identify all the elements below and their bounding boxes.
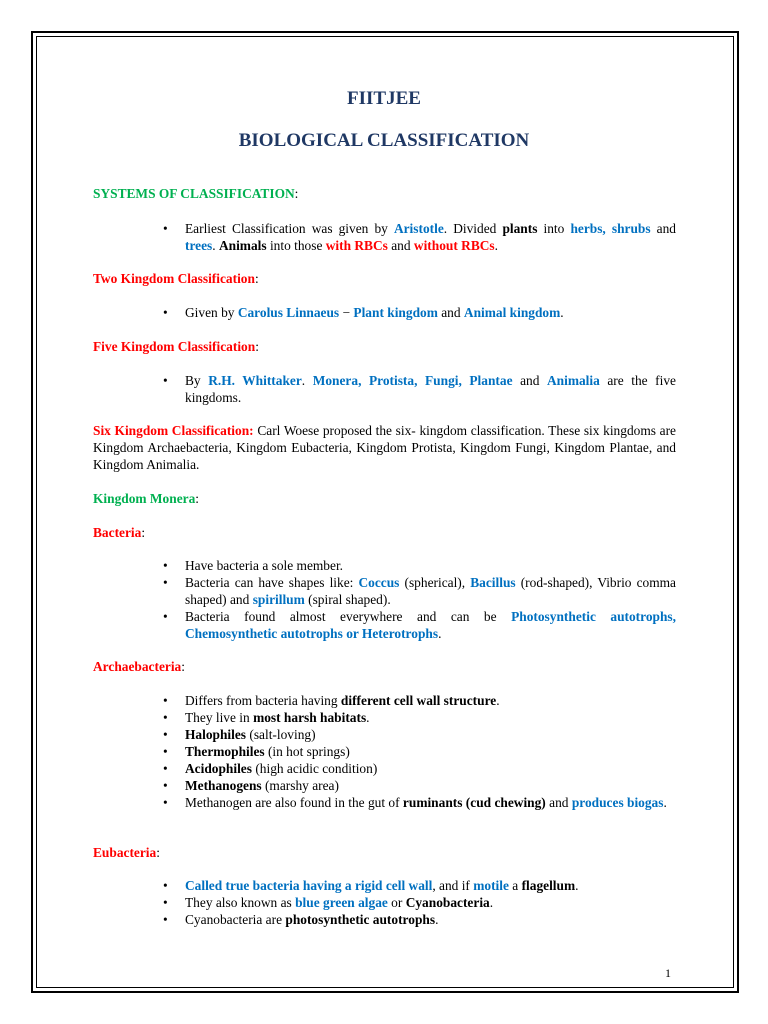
systems-list — [93, 220, 676, 254]
bacteria-list — [93, 557, 676, 642]
eubacteria-list — [93, 877, 676, 928]
five-kingdom-heading: Five Kingdom Classification: — [93, 339, 259, 354]
monera-heading: Kingdom Monera: — [93, 491, 200, 506]
list-item: • They live in most harsh habitats. — [163, 710, 370, 725]
list-item: • Bacteria can have shapes like: Coccus (spherical), Bacillus (rod-shaped), Vibrio comma shaped) and spirillum (spiral shaped). — [163, 575, 677, 607]
page-title: BIOLOGICAL CLASSIFICATION — [238, 130, 530, 151]
list-item: • Have bacteria a sole member. — [163, 558, 344, 573]
bacteria-heading: Bacteria: — [93, 525, 146, 540]
two-kingdom-list — [93, 304, 676, 321]
five-kingdom-list — [93, 372, 676, 406]
list-item: • Called true bacteria having a rigid cell wall, and if motile a flagellum. — [163, 878, 579, 893]
list-item: • They also known as blue green algae or Cyanobacteria. — [163, 895, 494, 910]
list-item: • By R.H. Whittaker. Monera, Protista, Fungi, Plantae and Animalia are the five kingdoms. — [163, 373, 676, 405]
list-item: • Methanogen are also found in the gut of ruminants (cud chewing) and produces biogas. — [163, 795, 667, 810]
org-title: FIITJEE — [347, 88, 421, 109]
systems-heading: SYSTEMS OF CLASSIFICATION: — [93, 186, 299, 201]
list-item: • Methanogens (marshy area) — [163, 778, 339, 793]
list-item: • Bacteria found almost everywhere and can be Photosynthetic autotrophs, Chemosynthetic autotrophs or Heterotrophs. — [163, 609, 676, 641]
list-item: • Earliest Classification was given by Aristotle. Divided plants into herbs, shrubs and trees. Animals into those with RBCs and without RBCs. — [163, 221, 676, 253]
list-item: • Cyanobacteria are photosynthetic autotrophs. — [163, 912, 439, 927]
list-item: • Acidophiles (high acidic condition) — [163, 761, 378, 776]
eubacteria-heading: Eubacteria: — [93, 845, 160, 860]
archaebacteria-heading: Archaebacteria: — [93, 659, 185, 674]
two-kingdom-heading: Two Kingdom Classification: — [93, 271, 259, 286]
list-item: • Differs from bacteria having different cell wall structure. — [163, 693, 500, 708]
list-item: • Halophiles (salt-loving) — [163, 727, 316, 742]
list-item: • Given by Carolus Linnaeus − Plant kingdom and Animal kingdom. — [163, 305, 564, 320]
page-number: 1 — [665, 966, 671, 980]
archaebacteria-list — [93, 692, 676, 811]
six-kingdom-paragraph: Six Kingdom Classification: Carl Woese proposed the six- kingdom classification. These six kingdoms are Kingdom Archaebacteria, Kingdom Eubacteria, Kingdom Protista, Kingdom Fungi, Kingdom Plantae, and Kingdom Animalia. — [93, 423, 676, 472]
list-item: • Thermophiles (in hot springs) — [163, 744, 350, 759]
